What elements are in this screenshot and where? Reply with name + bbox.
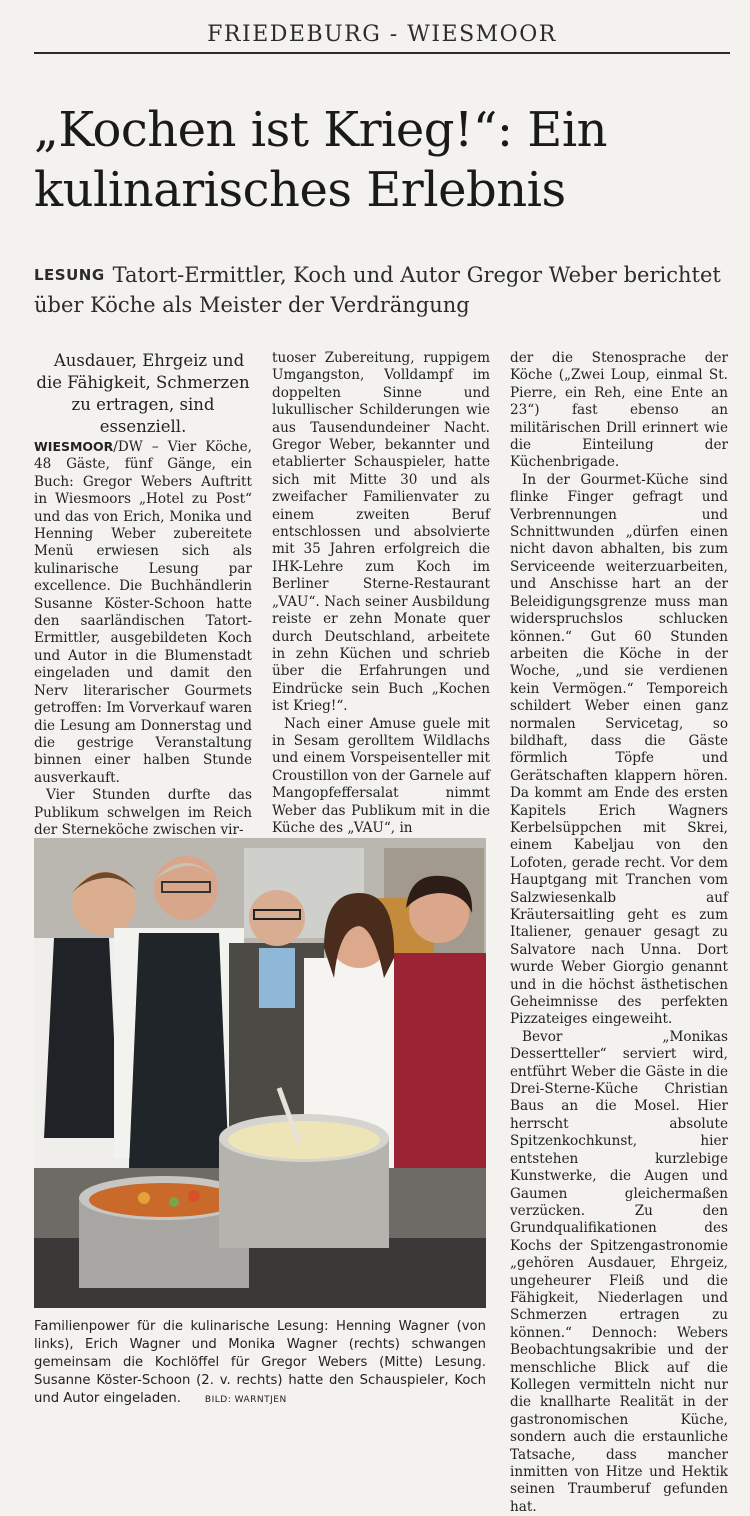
article-paragraph: Vier Stunden durfte das Publikum schwelgen im Reich der Sterneköche zwischen vir- [34, 787, 252, 838]
article-paragraph: In der Gourmet-Küche sind flinke Finger gefragt und Verbrennungen und Schnittwunden „dürfen einen nicht davon abhalten, bis zum Serviceende weiterzuarbeiten, und Anschisse hart an der Beleidigungsgrenze muss man widerspruchslos schlucken können.“ Gut 60 Stunden arbeiten die Köche in der Woche, „und sie verdienen kein Vermögen.“ Temporeich schildert Weber einen ganz normalen Servicetag, so bildhaft, dass die Gäste förmlich Töpfe und Gerätschaften klappern hören. Da kommt am Ende des ersten Kapitels Erich Wagners Kerbelsüppchen mit Skrei, einem Kabeljau von den Lofoten, gerade recht. Vor dem Hauptgang mit Tranchen vom Salzwiesenkalb auf Kräutersaitling geht es zum Italiener, genauer gesagt zu Salvatore nach Unna. Dort wurde Weber Giorgio genannt und in die höchst ästhetischen Geheimnisse des perfekten Pizzateiges eingeweiht. [510, 471, 728, 1028]
section-masthead [34, 18, 730, 54]
headline: „Kochen ist Krieg!“: Ein kulinarisches Erlebnis [34, 102, 608, 218]
article-paragraph: Bevor „Monikas Dessertteller“ serviert wird, entführt Weber die Gäste in die Drei-Sterne-Küche Christian Baus an die Mosel. Hier herrscht absolute Spitzenkochkunst, hier entstehen kurzlebige Kunstwerke, die Augen und Gaumen gleichermaßen verzücken. Zu den Grundqualifikationen des Kochs der Spitzengastronomie „gehören Ausdauer, Ehrgeiz, ungeheurer Fleiß und die Fähigkeit, Niederlagen und Schmerzen ertragen zu können.“ Dennoch: Webers Beobachtungsakribie und der menschliche Blick auf die Kollegen vermitteln nicht nur die knallharte Realität in der gastronomischen Küche, sondern auch die erstaunliche Tatsache, dass mancher inmitten von Hitze und Hektik seinen Traumberuf gefunden hat. [510, 1028, 728, 1515]
article-paragraph: tuoser Zubereitung, ruppigem Umgangston, Volldampf im doppelten Sinne und lukullischer Schilderungen wie aus Tausendundeiner Nacht. Gregor Weber, bekannter und etablierter Schauspieler, hatte sich mit Mitte 30 und als zweifacher Familienvater zu einem zweiten Beruf entschlossen und absolvierte mit 35 Jahren erfolgreich die IHK-Lehre zum Koch im Berliner Sterne-Restaurant „VAU“. Nach seiner Ausbildung reiste er zehn Monate quer durch Deutschland, arbeitete in zehn Küchen und schrieb über die Erfahrungen und Eindrücke sein Buch „Kochen ist Krieg!“. [272, 350, 490, 715]
article-lead: Ausdauer, Ehrgeiz und die Fähigkeit, Schmerzen zu ertragen, sind essenziell. [36, 351, 250, 436]
article-paragraph: der die Stenosprache der Köche („Zwei Loup, einmal St. Pierre, ein Reh, eine Ente an 23“) fast ebenso an militärischen Drill erinnert wie die Einteilung der Küchenbrigade. [510, 350, 728, 471]
article-column-3 [510, 350, 728, 1516]
subheadline [34, 260, 734, 320]
subhead-kicker: LESUNG [34, 266, 105, 284]
photo-caption [34, 1318, 486, 1409]
photo-credit: BILD: WARNTJEN [204, 1395, 287, 1405]
dateline: WIESMOOR [34, 439, 114, 454]
article-paragraph: Nach einer Amuse guele mit in Sesam gerolltem Wildlachs und einem Vorspeisenteller mit Croustillon von der Garnele auf Mangopfeffersalat nimmt Weber das Publikum mit in die Küche des „VAU“, in [272, 715, 490, 836]
photo-illustration [34, 838, 486, 1308]
article-column-1 [34, 350, 252, 839]
kitchen-photo [34, 838, 486, 1308]
subhead-text: Tatort-Ermittler, Koch und Autor Gregor Weber berichtet über Köche als Meister der Verdrängung [34, 263, 721, 317]
article-column-2 [272, 350, 490, 837]
article-paragraph [34, 438, 252, 787]
section-title: FRIEDEBURG - WIESMOOR [207, 22, 557, 47]
paragraph-text: /DW – Vier Köche, 48 Gäste, fünf Gänge, ein Buch: Gregor Webers Auftritt in Wiesmoors „Hotel zu Post“ und das von Erich, Monika und Henning Weber zubereitete Menü erwiesen sich als kulinarische Lesung par excellence. Die Buchhändlerin Susanne Köster-Schoon hatte den saarländischen Tatort-Ermittler, ausgebildeten Koch und Autor in die Blumenstadt eingeladen und damit den Nerv literarischer Gourmets getroffen: Im Vorverkauf waren die Lesung am Donnerstag und die gestrige Veranstaltung binnen einer halben Stunde ausverkauft. [34, 439, 252, 786]
caption-text: Familienpower für die kulinarische Lesung: Henning Wagner (von links), Erich Wagner und Monika Wagner (rechts) schwangen gemeinsam die Kochlöffel für Gregor Webers (Mitte) Lesung. Susanne Köster-Schoon (2. v. rechts) hatte den Schauspieler, Koch und Autor eingeladen. [34, 1319, 486, 1406]
